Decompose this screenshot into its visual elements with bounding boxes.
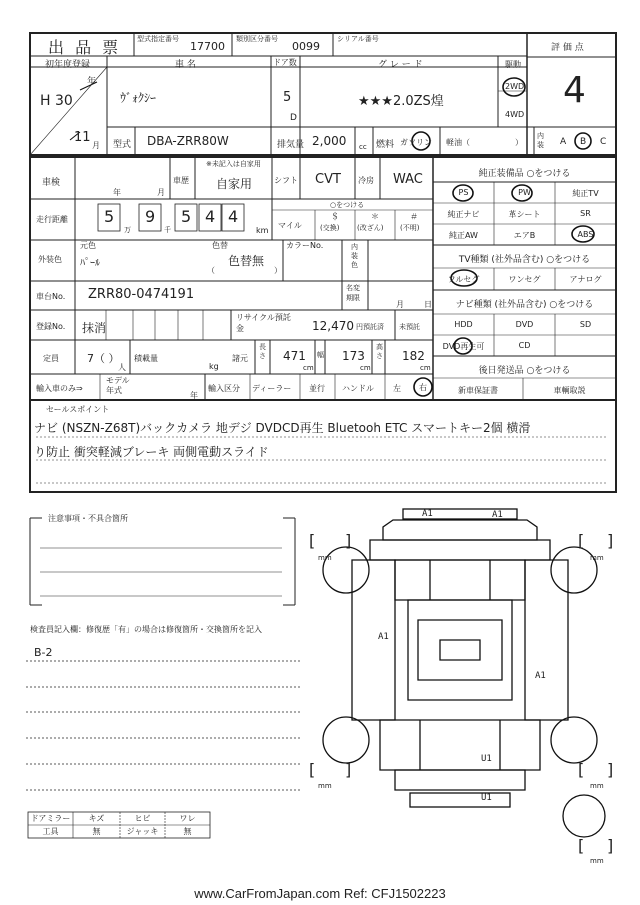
nav-sd: SD [579,320,592,329]
tire-bracket-spare-open: [ [578,836,585,855]
repaint: 色替無 [228,254,265,268]
ac-label: 冷房 [358,176,374,185]
damage-mark-right: A1 [535,671,546,681]
sales-points-line-2: り防止 衝突軽減ブレーキ 両側電動スライド [34,445,269,459]
length: 471 [283,349,306,363]
tire-unit-fl: mm [318,554,332,562]
tv-title: TV種類 (社外品含む) ○をつける [458,255,591,265]
inspector-text: B-2 [34,646,53,659]
mileage-digit-2: 9 [145,207,156,226]
tire-bracket-fl-open: [ [309,531,316,550]
model-code: 17700 [190,40,225,53]
recycle-status: 円預託済 [356,323,384,331]
chassis-label: 車台No. [36,292,66,301]
nav-title: ナビ種類 (社外品含む) ○をつける [455,300,594,310]
equip-aw: 純正AW [449,231,478,240]
length-label: 長さ [259,343,266,360]
nav-hdd: HDD [454,320,473,329]
mileage-digit-3: 5 [181,207,192,226]
caution-label: 注意事項・不具合箇所 [48,514,128,523]
drive-4wd: 4WD [505,110,525,119]
interior-color-label: 内装色 [351,243,358,269]
recycle-label: リサイクル預託金 [236,313,291,333]
fuel-label: 燃料 [376,140,395,150]
usage-note: ※未記入は自家用 [206,160,261,168]
tv-oneseg: ワンセグ [508,275,541,284]
height: 182 [402,349,425,363]
damage-mark-rear-2: U1 [481,793,492,803]
mile-label: マイル [278,221,302,230]
tire-bracket-fr-open: [ [578,531,585,550]
inspection-year: 年 [113,188,121,197]
sales-points-line-1: ナビ (NSZN-Z68T)バックカメラ 地デジ DVDCD再生 Bluetooh ETC スマートキー2個 横滑 [34,421,531,435]
mileage-mark: ○をつける [330,201,365,209]
tv-analog: アナログ [569,275,602,284]
tools-header-scratch: キズ [88,814,105,823]
interior-grade-b: B [580,137,587,147]
fuel-close: ） [515,138,523,147]
capacity-unit: 人 [118,363,126,372]
color-label: 外装色 [38,255,62,264]
equip-nav: 純正ナビ [447,210,480,219]
doors-label: ドア数 [273,58,297,67]
docs-warranty: 新車保証書 [458,386,498,395]
fuel-other: 軽油（ [446,138,470,147]
reg-no-label: 登録No. [36,322,66,331]
equip-pw: PW [518,188,531,197]
equip-abs: ABS [577,230,594,239]
doors: 5 [283,90,292,105]
tire-bracket-spare-close: ] [607,836,614,855]
interior-label: 内装 [537,132,544,149]
mileage-man: 万 [124,226,131,234]
capacity: 7（ ） [87,352,120,365]
height-unit: cm [420,364,431,372]
tire-unit-rr: mm [590,782,604,790]
orig-color: ﾊﾟｰﾙ [80,258,100,269]
equip-airbag: エアB [513,231,536,240]
tools-header-break: ワレ [179,814,196,823]
model-type-label: 型式 [113,140,132,150]
fuel: ガソリン [400,138,432,147]
drive-2wd: 2WD [505,82,525,91]
color-no-label: カラーNo. [286,241,324,250]
reg-no: 抹消 [82,321,107,335]
width: 173 [342,349,365,363]
load-unit: kg [209,362,219,371]
watermark: www.CarFromJapan.com Ref: CFJ1502223 [194,886,446,901]
mile-unknown: ＃ [410,212,418,221]
orig-color-label: 元色 [80,241,96,250]
tire-unit-fr: mm [590,554,604,562]
equip-tv: 純正TV [572,189,599,198]
repaint-open: （ [207,266,215,275]
term-label: 名変期限 [346,284,360,302]
ac: WAC [393,172,423,187]
tire-bracket-rr-close: ] [607,760,614,779]
model-year-label: モデル年式 [106,376,130,395]
inspection-label: 車検 [42,178,61,188]
mile-exchange-sub: (交換) [320,224,340,232]
reg-month-suffix: 月 [92,141,100,150]
width-unit: cm [360,364,371,372]
displacement-unit: cc [359,143,367,151]
tire-bracket-fr-close: ] [607,531,614,550]
import-type-label: 輸入区分 [208,384,240,393]
recycle-unpaid: 未預託 [399,323,420,331]
damage-mark-rear-1: U1 [481,754,492,764]
tools-jack-value: 無 [183,827,192,836]
nav-dvd: DVD [515,320,534,329]
parallel: 並行 [309,384,325,393]
tire-unit-spare: mm [590,857,604,865]
mileage-label: 走行距離 [36,215,68,224]
model-year-suffix: 年 [190,391,198,400]
handle-label: ハンドル [342,384,374,393]
damage-mark-front-1: A1 [422,509,433,519]
tv-fullseg: フルセグ [447,275,480,284]
grade-score: 4 [563,70,586,111]
usage: 自家用 [216,177,253,191]
import-label: 輸入車のみ⇒ [36,384,83,393]
handle-left: 左 [393,384,401,393]
interior-grade-a: A [560,137,567,147]
recycle: 12,470 [312,319,354,333]
length-unit: cm [303,364,314,372]
nav-dvd-play: DVD再生可 [442,342,485,351]
reg-year: H 30 [40,93,73,109]
serial-label: シリアル番号 [337,35,379,43]
dealer: ディーラー [252,384,292,393]
form-title: 出 品 票 [48,38,122,57]
grade: ★★★2.0ZS煌 [358,94,444,109]
equip-leather: 革シート [508,210,541,219]
interior-grade-c: C [600,137,607,147]
tools-jack: ジャッキ [126,827,159,836]
chassis-no: ZRR80-0474191 [88,287,195,302]
reg-month: 11 [74,130,91,145]
shift-label: シフト [274,176,298,185]
equip-sr: SR [580,209,591,218]
tools-tools: 工具 [42,827,59,836]
term-day: 日 [424,300,432,309]
sales-points-label: セールスポイント [46,405,110,414]
displacement-label: 排気量 [277,140,305,150]
class-code-label: 類別区分番号 [236,35,278,43]
width-label: 幅 [317,351,324,359]
mile-tamper-sub: (改ざん) [357,224,384,232]
car-name-label: 車 名 [175,60,196,70]
mileage-unit: km [256,226,269,235]
capacity-label: 定員 [43,354,59,363]
grade-score-label: 評 価 点 [551,43,584,53]
grade-label: グ レ ー ド [378,60,423,70]
term-month: 月 [396,300,404,309]
mile-tamper: ＊ [371,212,379,221]
tire-unit-rl: mm [318,782,332,790]
handle-right: 右 [419,383,427,392]
tire-bracket-rr-open: [ [578,760,585,779]
drive-label: 駆動 [505,60,521,69]
displacement: 2,000 [312,134,347,148]
mileage-digit-5: 4 [228,207,239,226]
docs-title: 後日発送品 ○をつける [478,366,571,376]
docs-manual: 車輌取説 [553,386,586,395]
equipment-title: 純正装備品 ○をつける [478,169,571,179]
equip-ps: PS [458,188,469,197]
car-name: ｳﾞｫｸｼｰ [120,91,157,105]
usage-label: 車歴 [173,176,189,185]
tools-header-mirror: ドアミラー [30,814,71,823]
tools-header-crack: ヒビ [134,814,151,823]
reg-year-label: 初年度登録 [45,60,91,70]
inspector-label: 検査員記入欄：修復歴「有」の場合は修復箇所・交換箇所を記入 [30,625,262,634]
damage-mark-left: A1 [378,632,389,642]
reg-year-suffix: 年 [87,77,97,87]
tire-bracket-fl-close: ] [345,531,352,550]
repaint-close: ） [274,266,282,275]
mileage-digit-1: 5 [104,207,115,226]
tire-bracket-rl-close: ] [345,760,352,779]
mileage-sen: 千 [164,226,171,234]
mileage-digit-4: 4 [205,207,216,226]
tire-bracket-rl-open: [ [309,760,316,779]
damage-mark-front-2: A1 [492,510,503,520]
height-label: 高さ [376,343,383,360]
mile-unknown-sub: (不明) [400,224,420,232]
shift: CVT [315,172,341,187]
class-code: 0099 [292,40,320,53]
mile-exchange: ＄ [331,212,339,221]
dims-label: 諸元 [232,354,248,363]
repaint-label: 色替 [212,241,228,250]
tools-tools-value: 無 [92,827,101,836]
model-code-label: 型式指定番号 [137,35,179,43]
doors-sub: D [290,113,297,123]
load-label: 積載量 [134,354,158,363]
model-type: DBA-ZRR80W [147,134,229,148]
nav-cd: CD [518,341,531,350]
inspection-month: 月 [157,188,165,197]
